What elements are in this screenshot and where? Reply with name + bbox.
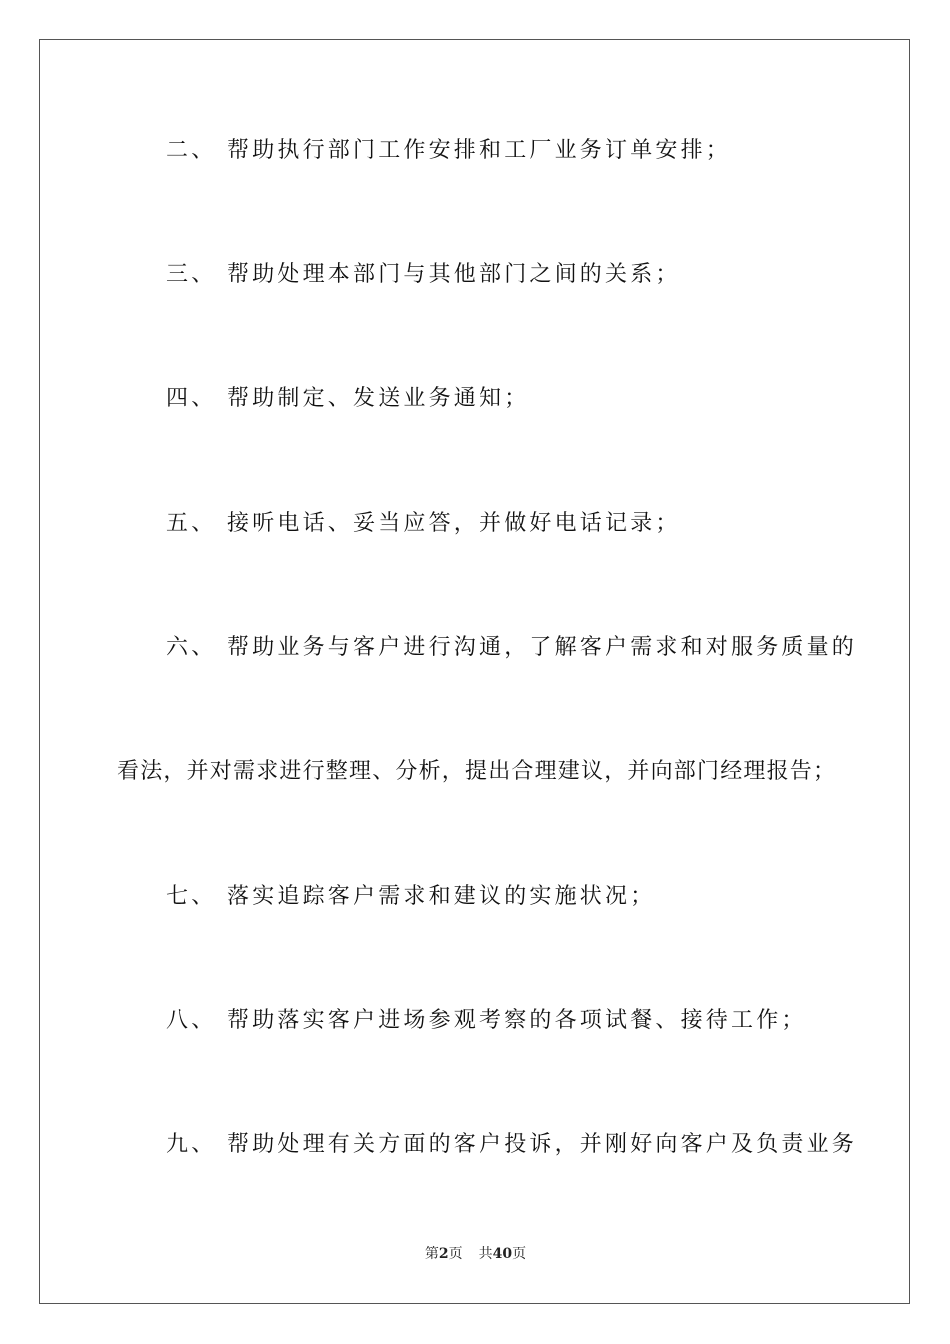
item-number: 八、 xyxy=(166,1008,217,1033)
item-text: 帮助处理有关方面的客户投诉，并刚好向客户及负责业务 xyxy=(227,1132,858,1157)
item-number: 三、 xyxy=(166,262,217,287)
item-text: 帮助业务与客户进行沟通，了解客户需求和对服务质量的 xyxy=(227,635,858,660)
item-text: 帮助处理本部门与其他部门之间的关系； xyxy=(227,262,681,287)
item-number: 七、 xyxy=(166,884,217,909)
item-text: 帮助制定、发送业务通知； xyxy=(227,386,530,411)
item-text: 帮助执行部门工作安排和工厂业务订单安排； xyxy=(227,138,732,163)
item-number: 六、 xyxy=(166,635,217,660)
continuation-text: 看法，并对需求进行整理、分析，提出合理建议，并向部门经理报告； xyxy=(117,759,837,784)
page-number: 第2页 xyxy=(424,1246,463,1262)
item-number: 四、 xyxy=(166,386,217,411)
page-total: 共40页 xyxy=(478,1246,527,1262)
item-number: 二、 xyxy=(166,138,217,163)
item-text: 落实追踪客户需求和建议的实施状况； xyxy=(227,884,656,909)
item-text: 接听电话、妥当应答，并做好电话记录； xyxy=(227,511,681,536)
item-number: 九、 xyxy=(166,1132,217,1157)
page-footer xyxy=(40,1244,911,1264)
document-page xyxy=(39,39,910,1304)
item-text: 帮助落实客户进场参观考察的各项试餐、接待工作； xyxy=(227,1008,807,1033)
item-number: 五、 xyxy=(166,511,217,536)
